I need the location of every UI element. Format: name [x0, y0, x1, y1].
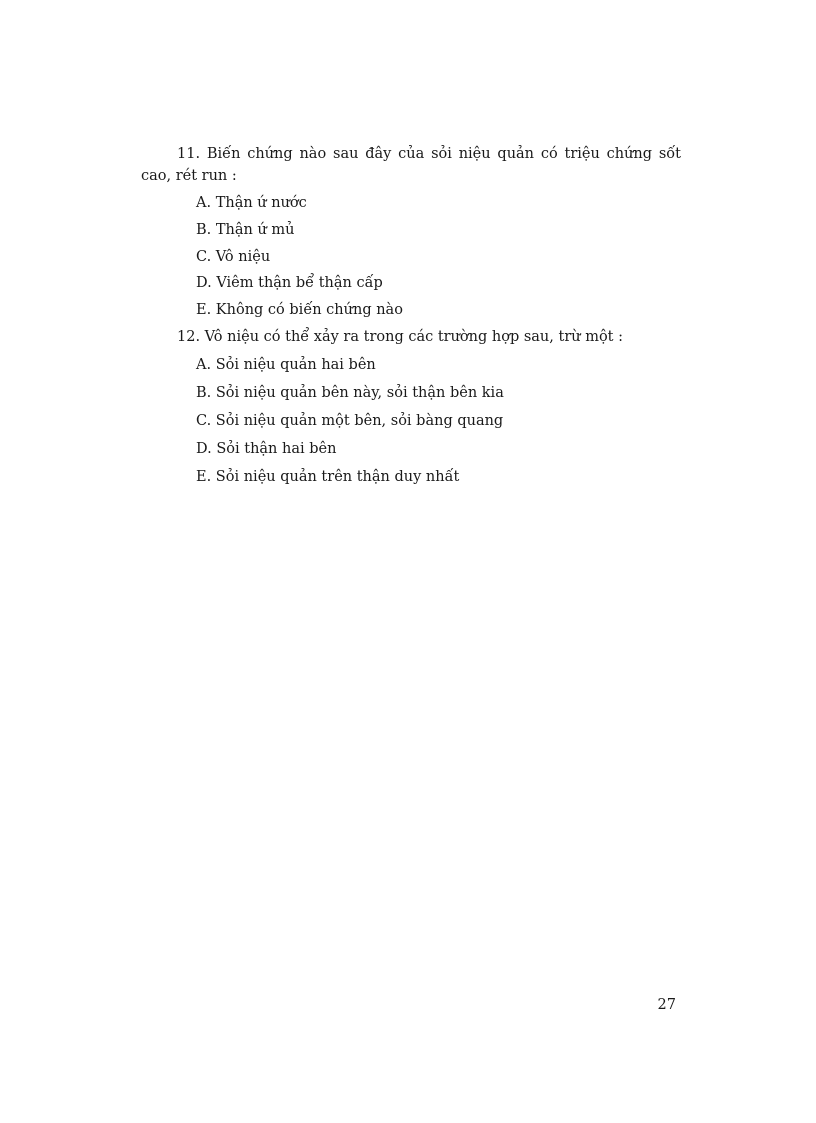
- answer-option: A. Sỏi niệu quản hai bên: [196, 357, 376, 373]
- answer-option: E. Không có biến chứng nào: [196, 302, 403, 318]
- answer-option: A. Thận ứ nước: [196, 195, 307, 211]
- answer-option: D. Sỏi thận hai bên: [196, 441, 337, 457]
- answer-option: D. Viêm thận bể thận cấp: [196, 275, 383, 291]
- question-stem: 12. Vô niệu có thể xảy ra trong các trường hợp sau, trừ một :: [177, 329, 623, 345]
- answer-option: E. Sỏi niệu quản trên thận duy nhất: [196, 469, 460, 485]
- answer-option: B. Thận ứ mủ: [196, 222, 295, 238]
- answer-option: C. Sỏi niệu quản một bên, sỏi bàng quang: [196, 413, 504, 429]
- question-stem: 11. Biến chứng nào sau đây của sỏi niệu quản có triệu chứng sốt cao, rét run :: [141, 146, 681, 184]
- page-number: 27: [657, 997, 676, 1013]
- answer-option: C. Vô niệu: [196, 249, 271, 265]
- answer-option: B. Sỏi niệu quản bên này, sỏi thận bên kia: [196, 385, 504, 401]
